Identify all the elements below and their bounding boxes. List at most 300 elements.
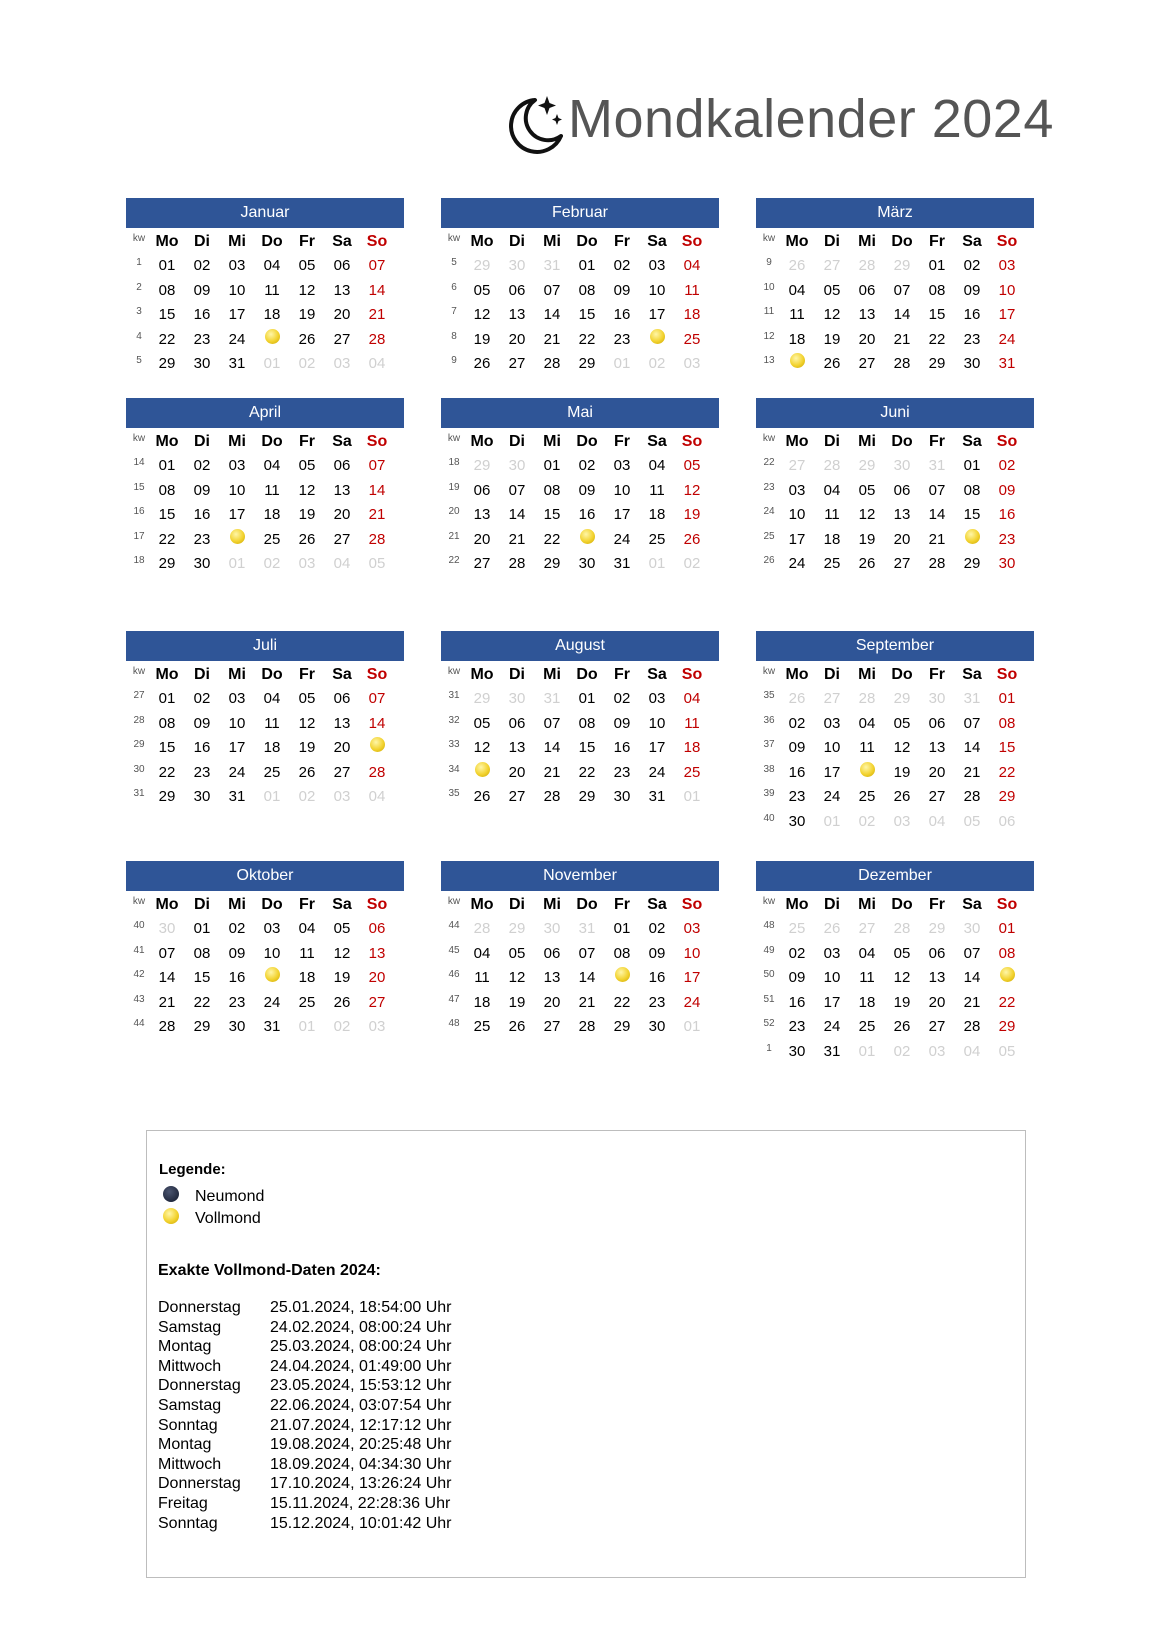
day-cell: 16 [228, 969, 246, 986]
weekday-label: Mi [858, 233, 876, 250]
full-moon-icon [265, 329, 280, 344]
weekday-label: Mi [543, 233, 561, 250]
day-cell: 07 [963, 714, 981, 732]
full-moon-datetime: 25.01.2024, 18:54:00 Uhr [270, 1299, 452, 1316]
day-cell: 06 [998, 812, 1016, 830]
day-cell: 19 [823, 330, 841, 348]
day-cell: 24 [823, 788, 841, 805]
day-cell: 18 [473, 993, 491, 1011]
weekday-label: Fr [614, 233, 630, 250]
day-cell: 16 [788, 763, 806, 781]
legend-box [146, 1130, 1026, 1578]
week-row [126, 254, 404, 279]
day-cell: 02 [298, 355, 316, 372]
weekday-header-row [756, 228, 1034, 254]
week-number: 34 [448, 763, 460, 775]
day-cell: 29 [893, 690, 911, 707]
day-cell: 15 [963, 506, 981, 523]
day-cell: 04 [298, 920, 316, 937]
day-cell: 18 [683, 739, 701, 756]
week-number: 39 [763, 788, 775, 799]
kw-label: kw [132, 233, 146, 244]
day-cell: 26 [823, 355, 841, 372]
day-cell: 02 [998, 457, 1016, 474]
week-number: 36 [763, 714, 775, 726]
day-cell: 12 [333, 944, 351, 962]
day-cell: 23 [788, 1018, 806, 1035]
day-cell: 28 [893, 355, 911, 372]
weekday-label: Mi [543, 666, 561, 683]
full-moon-datetime: 18.09.2024, 04:34:30 Uhr [270, 1455, 452, 1473]
day-cell: 02 [858, 812, 876, 830]
day-cell: 27 [858, 355, 876, 372]
day-cell: 08 [998, 944, 1016, 962]
weekday-label: Di [824, 233, 840, 250]
day-cell: 19 [508, 993, 526, 1011]
day-cell: 15 [193, 969, 211, 986]
weekday-label: Do [576, 666, 598, 683]
month-header: Juni [756, 398, 1034, 428]
week-number: 26 [763, 555, 775, 566]
weekday-label: Sa [962, 233, 982, 250]
month-header: Oktober [126, 861, 404, 891]
day-cell: 09 [578, 481, 596, 499]
weekday-label: Fr [614, 896, 630, 913]
weekday-label: Do [576, 233, 598, 250]
new-moon-icon [163, 1186, 179, 1202]
day-cell: 09 [613, 714, 631, 732]
page-title [505, 88, 1054, 158]
week-row [126, 966, 404, 991]
day-cell: 05 [473, 281, 491, 299]
weekday-label: So [681, 896, 703, 913]
day-cell: 29 [473, 457, 491, 474]
full-moon-datetime: 24.02.2024, 08:00:24 Uhr [270, 1318, 452, 1336]
weekday-label: Mi [228, 666, 246, 683]
weekday-header-row [756, 428, 1034, 454]
weekday-header-row [756, 661, 1034, 687]
day-cell: 11 [649, 481, 665, 499]
day-cell: 26 [473, 355, 491, 372]
day-cell: 03 [683, 920, 701, 937]
full-moon-date-row [158, 1435, 451, 1454]
week-row [126, 991, 404, 1016]
day-cell: 02 [893, 1042, 911, 1060]
week-number: 44 [448, 920, 460, 931]
day-cell: 12 [298, 281, 316, 299]
day-cell: 21 [368, 306, 386, 323]
day-cell: 12 [473, 739, 491, 756]
day-cell: 01 [578, 257, 596, 274]
day-cell: 31 [228, 788, 246, 805]
weekday-label: Mo [785, 666, 809, 683]
weekday-label: Di [194, 433, 210, 450]
day-cell: 21 [893, 330, 911, 348]
day-cell: 24 [613, 530, 631, 548]
weekday-label: Fr [929, 896, 945, 913]
weekday-header-row [126, 661, 404, 687]
month-header: Juli [126, 631, 404, 661]
day-cell: 03 [648, 690, 666, 707]
day-cell: 16 [998, 506, 1016, 523]
week-row [756, 528, 1034, 553]
day-cell: 07 [928, 481, 946, 499]
day-cell: 02 [193, 690, 211, 707]
week-number: 2 [136, 281, 142, 293]
day-cell: 28 [963, 1018, 981, 1035]
weekday-label: Mi [228, 433, 246, 450]
day-cell: 30 [508, 457, 526, 474]
full-moon-day [465, 761, 499, 785]
week-row [126, 303, 404, 328]
day-cell: 01 [963, 457, 981, 474]
weekday-label: Sa [647, 433, 667, 450]
full-moon-date-row [158, 1455, 451, 1474]
week-number: 24 [763, 506, 775, 517]
day-cell: 31 [263, 1018, 281, 1035]
legend-full-moon-label: Vollmond [195, 1210, 261, 1227]
day-cell: 29 [543, 555, 561, 572]
day-cell: 02 [263, 555, 281, 572]
day-cell: 16 [788, 993, 806, 1011]
day-cell: 10 [998, 281, 1016, 299]
full-moon-datetime: 25.03.2024, 08:00:24 Uhr [270, 1338, 452, 1356]
week-row [126, 454, 404, 479]
day-cell: 26 [298, 330, 316, 348]
weekday-label: Do [891, 666, 913, 683]
day-cell: 22 [158, 530, 176, 548]
day-cell: 30 [788, 812, 806, 830]
month-märz [756, 198, 1034, 377]
day-cell: 01 [158, 457, 176, 474]
weekday-label: Di [509, 666, 525, 683]
day-cell: 01 [578, 690, 596, 707]
weekday-label: Mo [785, 896, 809, 913]
weekday-label: So [996, 666, 1018, 683]
week-number: 50 [763, 969, 775, 980]
week-number: 18 [448, 457, 460, 468]
day-cell: 27 [368, 993, 386, 1011]
month-header: Januar [126, 198, 404, 228]
day-cell: 29 [508, 920, 526, 937]
week-number: 41 [133, 944, 145, 956]
day-cell: 09 [648, 944, 666, 962]
day-cell: 22 [158, 763, 176, 781]
week-number: 40 [763, 812, 775, 824]
day-cell: 08 [578, 281, 596, 299]
full-moon-date-row [158, 1337, 451, 1356]
week-row [126, 279, 404, 304]
day-cell: 31 [648, 788, 666, 805]
day-cell: 09 [193, 281, 211, 299]
day-cell: 11 [684, 281, 700, 299]
week-number: 20 [448, 506, 460, 517]
day-cell: 09 [228, 944, 246, 962]
month-april [126, 398, 404, 577]
day-cell: 20 [508, 330, 526, 348]
full-moon-icon [790, 353, 805, 368]
weekday-label: So [366, 666, 388, 683]
month-header: August [441, 631, 719, 661]
day-cell: 11 [264, 281, 280, 299]
week-number: 30 [133, 763, 145, 775]
weekday-label: Fr [299, 666, 315, 683]
weekday-label: Do [891, 433, 913, 450]
week-number: 19 [448, 481, 460, 493]
week-row [756, 352, 1034, 377]
day-cell: 25 [648, 530, 666, 548]
month-juni [756, 398, 1034, 577]
day-cell: 27 [333, 763, 351, 781]
day-cell: 05 [298, 257, 316, 274]
day-cell: 03 [893, 812, 911, 830]
day-cell: 01 [613, 920, 631, 937]
day-cell: 26 [508, 1018, 526, 1035]
day-cell: 01 [683, 788, 701, 805]
legend-item-full-moon [163, 1210, 261, 1228]
day-cell: 20 [893, 530, 911, 548]
day-cell: 23 [998, 530, 1016, 548]
week-number: 22 [448, 555, 460, 566]
day-cell: 17 [998, 306, 1016, 323]
day-cell: 02 [298, 788, 316, 805]
day-cell: 30 [963, 920, 981, 937]
day-cell: 30 [193, 355, 211, 372]
day-cell: 01 [998, 690, 1016, 707]
day-cell: 09 [963, 281, 981, 299]
day-cell: 10 [683, 944, 701, 962]
day-cell: 16 [193, 306, 211, 323]
day-cell: 29 [158, 355, 176, 372]
day-cell: 20 [333, 506, 351, 523]
weekday-label: Di [824, 896, 840, 913]
week-row [441, 552, 719, 577]
day-cell: 17 [683, 969, 701, 986]
day-cell: 10 [648, 714, 666, 732]
month-september [756, 631, 1034, 834]
day-cell: 14 [543, 306, 561, 323]
day-cell: 11 [859, 969, 875, 986]
day-cell: 11 [684, 714, 700, 732]
day-cell: 05 [963, 812, 981, 830]
weekday-label: Do [576, 896, 598, 913]
legend-title: Legende: [159, 1161, 226, 1178]
day-cell: 29 [858, 457, 876, 474]
day-cell: 30 [788, 1042, 806, 1060]
day-cell: 16 [613, 739, 631, 756]
day-cell: 01 [998, 920, 1016, 937]
day-cell: 31 [228, 355, 246, 372]
week-row [126, 479, 404, 504]
day-cell: 19 [298, 306, 316, 323]
week-row [126, 761, 404, 786]
weekday-label: Mi [228, 896, 246, 913]
day-cell: 30 [648, 1018, 666, 1035]
weekday-label: Fr [929, 433, 945, 450]
week-number: 27 [133, 690, 145, 701]
weekday-label: Do [891, 233, 913, 250]
weekday-header-row [441, 891, 719, 917]
full-moon-datetime: 22.06.2024, 03:07:54 Uhr [270, 1397, 452, 1414]
full-moon-icon [475, 762, 490, 777]
day-cell: 22 [928, 330, 946, 348]
day-cell: 03 [228, 457, 246, 474]
kw-label: kw [447, 666, 461, 677]
day-cell: 17 [648, 306, 666, 323]
day-cell: 07 [543, 714, 561, 732]
day-cell: 26 [333, 993, 351, 1011]
day-cell: 09 [613, 281, 631, 299]
day-cell: 11 [824, 506, 840, 523]
week-row [441, 279, 719, 304]
day-cell: 06 [333, 457, 351, 474]
full-moon-weekday: Samstag [158, 1318, 222, 1336]
day-cell: 27 [508, 788, 526, 805]
day-cell: 08 [158, 481, 176, 499]
day-cell: 03 [613, 457, 631, 474]
day-cell: 21 [508, 530, 526, 548]
day-cell: 24 [263, 993, 281, 1011]
week-number: 51 [763, 993, 775, 1005]
day-cell: 10 [228, 481, 246, 499]
day-cell: 04 [473, 944, 491, 962]
weekday-label: So [681, 666, 703, 683]
day-cell: 25 [263, 530, 281, 548]
day-cell: 18 [823, 530, 841, 548]
day-cell: 30 [508, 257, 526, 274]
week-number: 25 [763, 530, 775, 542]
day-cell: 02 [648, 920, 666, 937]
day-cell: 05 [893, 714, 911, 732]
day-cell: 30 [158, 920, 176, 937]
day-cell: 18 [683, 306, 701, 323]
full-moon-weekday: Donnerstag [158, 1299, 241, 1316]
legend-item-new-moon [163, 1188, 264, 1206]
day-cell: 24 [788, 555, 806, 572]
day-cell: 24 [683, 993, 701, 1011]
week-row [756, 303, 1034, 328]
day-cell: 22 [193, 993, 211, 1011]
day-cell: 24 [648, 763, 666, 781]
day-cell: 26 [893, 1018, 911, 1035]
day-cell: 15 [158, 739, 176, 756]
full-moon-icon [163, 1208, 179, 1224]
weekday-label: So [366, 233, 388, 250]
day-cell: 06 [928, 714, 946, 732]
week-row [441, 687, 719, 712]
week-number: 48 [763, 920, 775, 931]
day-cell: 23 [648, 993, 666, 1011]
day-cell: 12 [683, 481, 701, 499]
full-moon-weekday: Mittwoch [158, 1455, 222, 1473]
week-number: 17 [133, 530, 145, 542]
week-number: 16 [133, 506, 145, 517]
day-cell: 07 [368, 457, 386, 474]
day-cell: 27 [823, 690, 841, 707]
day-cell: 15 [928, 306, 946, 323]
day-cell: 04 [683, 257, 701, 274]
day-cell: 03 [998, 257, 1016, 274]
kw-label: kw [132, 433, 146, 444]
full-moon-day [360, 736, 394, 760]
day-cell: 20 [333, 306, 351, 323]
day-cell: 28 [368, 763, 386, 781]
day-cell: 16 [193, 739, 211, 756]
week-row [441, 503, 719, 528]
day-cell: 06 [333, 257, 351, 274]
week-number: 42 [133, 969, 145, 980]
day-cell: 23 [613, 330, 631, 348]
day-cell: 07 [543, 281, 561, 299]
day-cell: 05 [823, 281, 841, 299]
day-cell: 07 [368, 257, 386, 274]
day-cell: 29 [473, 690, 491, 707]
full-moon-day [605, 966, 639, 990]
month-header: Dezember [756, 861, 1034, 891]
moon-stars-icon [505, 92, 563, 156]
day-cell: 18 [263, 739, 281, 756]
week-row [441, 454, 719, 479]
week-number: 47 [448, 993, 460, 1005]
day-cell: 11 [474, 969, 490, 986]
weekday-label: Di [509, 433, 525, 450]
full-moon-weekday: Donnerstag [158, 1475, 241, 1493]
day-cell: 06 [368, 920, 386, 937]
day-cell: 07 [893, 281, 911, 299]
day-cell: 21 [158, 993, 176, 1011]
weekday-label: So [996, 233, 1018, 250]
weekday-label: Mi [543, 433, 561, 450]
full-moon-icon [615, 967, 630, 982]
day-cell: 22 [158, 330, 176, 348]
day-cell: 04 [648, 457, 666, 474]
day-cell: 21 [963, 993, 981, 1011]
day-cell: 13 [333, 481, 351, 499]
week-row [756, 1015, 1034, 1040]
day-cell: 27 [333, 330, 351, 348]
day-cell: 08 [193, 944, 211, 962]
day-cell: 19 [473, 330, 491, 348]
day-cell: 25 [683, 763, 701, 781]
day-cell: 20 [508, 763, 526, 781]
weekday-label: So [366, 896, 388, 913]
week-number: 35 [448, 788, 460, 799]
full-moon-day [780, 352, 814, 376]
day-cell: 08 [578, 714, 596, 732]
day-cell: 15 [578, 739, 596, 756]
full-moon-day [255, 328, 289, 352]
day-cell: 16 [963, 306, 981, 323]
day-cell: 01 [158, 257, 176, 274]
month-header: November [441, 861, 719, 891]
day-cell: 31 [998, 355, 1016, 372]
weekday-label: So [366, 433, 388, 450]
day-cell: 13 [508, 739, 526, 756]
day-cell: 04 [858, 944, 876, 962]
week-number: 44 [133, 1018, 145, 1029]
day-cell: 05 [683, 457, 701, 474]
weekday-label: Mo [155, 896, 179, 913]
day-cell: 27 [858, 920, 876, 937]
day-cell: 24 [823, 1018, 841, 1035]
day-cell: 12 [823, 306, 841, 323]
weekday-label: Do [891, 896, 913, 913]
full-moon-icon [1000, 967, 1015, 982]
day-cell: 01 [613, 355, 631, 372]
weekday-label: Mi [858, 666, 876, 683]
day-cell: 29 [193, 1018, 211, 1035]
day-cell: 03 [333, 355, 351, 372]
